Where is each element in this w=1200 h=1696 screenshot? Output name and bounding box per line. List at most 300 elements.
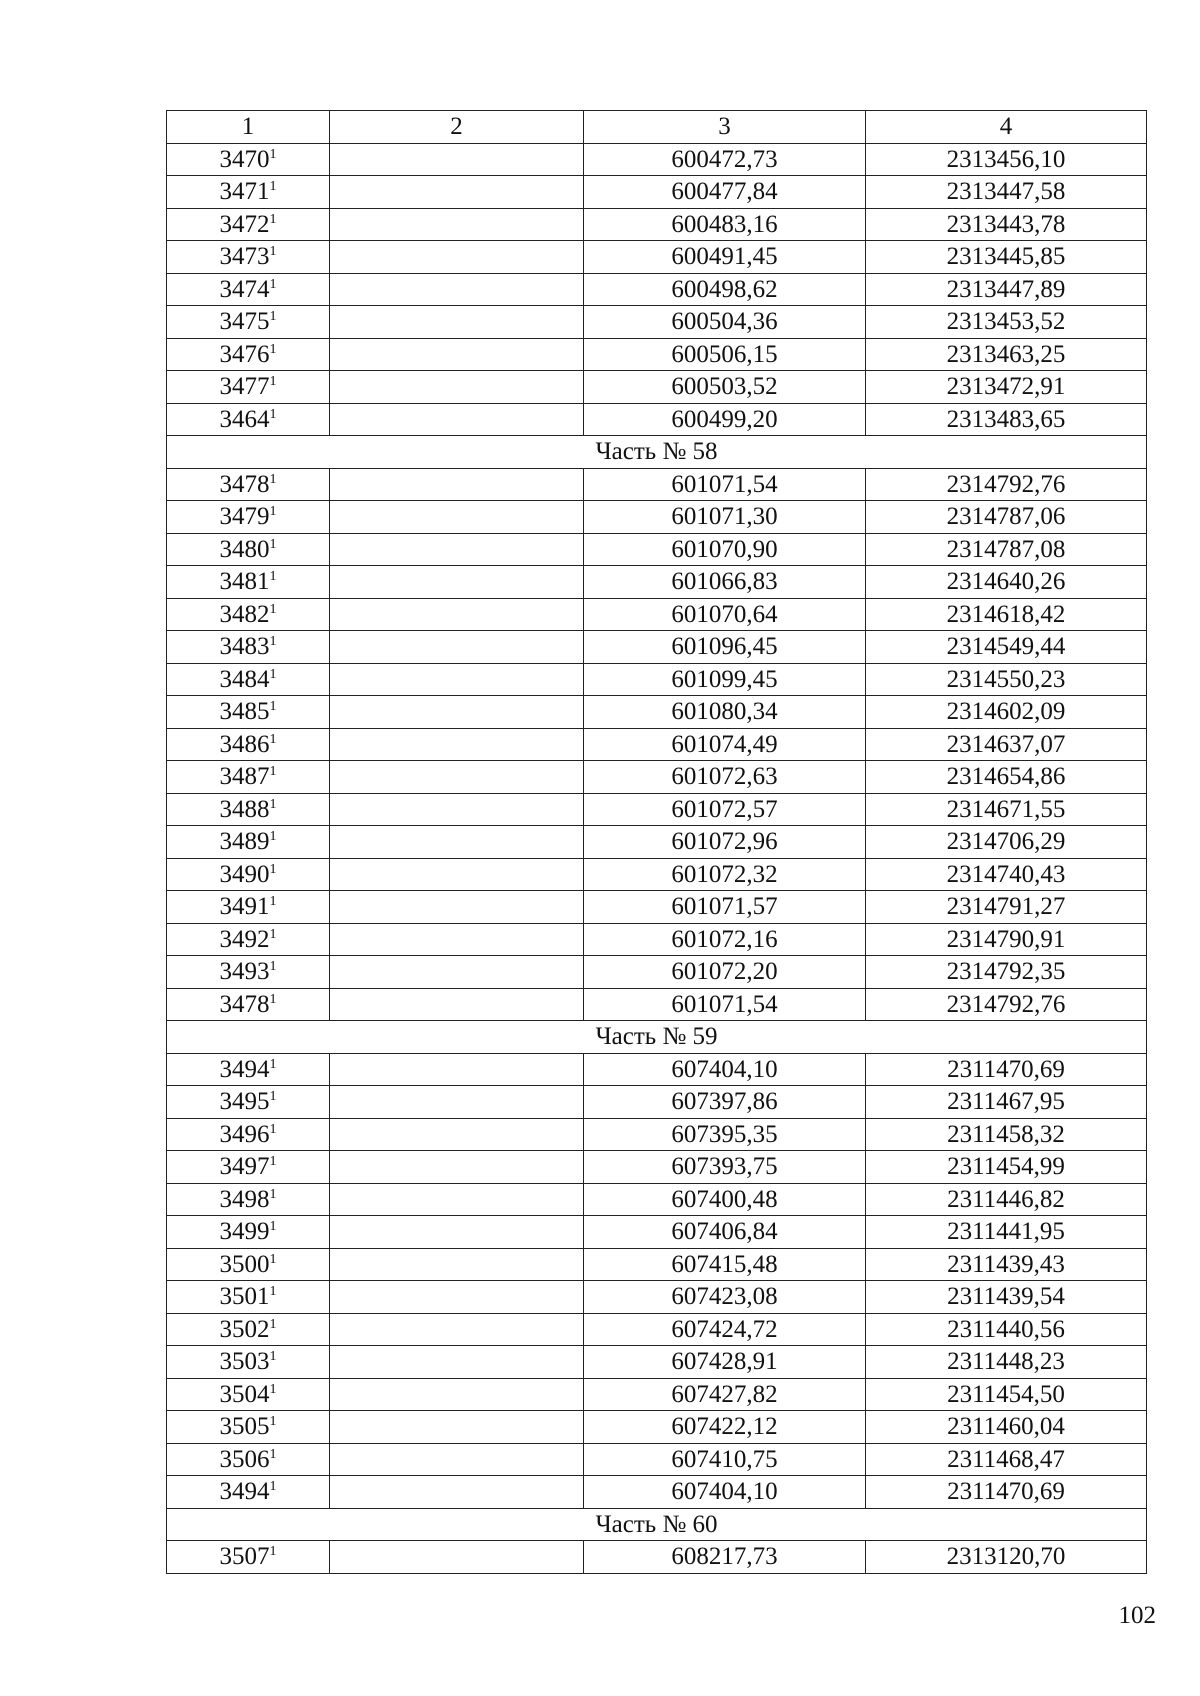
point-number: 3484 — [219, 665, 270, 693]
point-superscript: 1 — [269, 1316, 277, 1332]
y-coordinate-cell: 2313120,70 — [866, 1541, 1147, 1574]
x-coordinate-cell: 601072,63 — [584, 761, 866, 794]
point-superscript: 1 — [269, 699, 277, 715]
point-number: 3478 — [219, 990, 270, 1018]
table-row — [167, 1378, 1147, 1411]
x-coordinate-cell: 607393,75 — [584, 1151, 866, 1184]
point-number-cell — [167, 208, 330, 241]
table-row — [167, 1541, 1147, 1574]
header-cell-1: 1 — [167, 111, 330, 144]
y-coordinate-cell: 2314792,76 — [866, 468, 1147, 501]
y-coordinate-cell: 2311468,47 — [866, 1443, 1147, 1476]
table-row — [167, 1476, 1147, 1509]
point-number-cell — [167, 1151, 330, 1184]
point-superscript: 1 — [269, 1121, 277, 1137]
x-coordinate-cell: 601072,32 — [584, 858, 866, 891]
point-superscript: 1 — [269, 244, 277, 260]
point-number-cell — [167, 631, 330, 664]
empty-cell — [330, 208, 584, 241]
table-row — [167, 1248, 1147, 1281]
y-coordinate-cell: 2314787,08 — [866, 533, 1147, 566]
table-row — [167, 598, 1147, 631]
x-coordinate-cell: 600506,15 — [584, 338, 866, 371]
y-coordinate-cell: 2314550,23 — [866, 663, 1147, 696]
x-coordinate-cell: 607424,72 — [584, 1313, 866, 1346]
point-number: 3475 — [219, 308, 270, 336]
y-coordinate-cell: 2314706,29 — [866, 826, 1147, 859]
empty-cell — [330, 1378, 584, 1411]
empty-cell — [330, 501, 584, 534]
point-number-cell — [167, 1248, 330, 1281]
x-coordinate-cell: 601071,57 — [584, 891, 866, 924]
point-superscript: 1 — [269, 1056, 277, 1072]
point-number-cell — [167, 306, 330, 339]
table-header-row — [167, 111, 1147, 144]
point-number-cell — [167, 403, 330, 436]
point-number: 3500 — [219, 1250, 270, 1278]
table-row — [167, 826, 1147, 859]
point-number: 3473 — [219, 243, 270, 271]
point-superscript: 1 — [269, 309, 277, 325]
y-coordinate-cell: 2311470,69 — [866, 1476, 1147, 1509]
point-number-cell — [167, 501, 330, 534]
point-number-cell — [167, 1183, 330, 1216]
y-coordinate-cell: 2311454,99 — [866, 1151, 1147, 1184]
y-coordinate-cell: 2314791,27 — [866, 891, 1147, 924]
y-coordinate-cell: 2311446,82 — [866, 1183, 1147, 1216]
empty-cell — [330, 1053, 584, 1086]
empty-cell — [330, 338, 584, 371]
empty-cell — [330, 1313, 584, 1346]
empty-cell — [330, 696, 584, 729]
empty-cell — [330, 306, 584, 339]
point-number-cell — [167, 273, 330, 306]
point-superscript: 1 — [269, 894, 277, 910]
point-number: 3504 — [219, 1380, 270, 1408]
point-number-cell — [167, 728, 330, 761]
point-number-cell — [167, 1443, 330, 1476]
point-number: 3494 — [219, 1055, 270, 1083]
table-row — [167, 631, 1147, 664]
point-number: 3481 — [219, 568, 270, 596]
empty-cell — [330, 891, 584, 924]
point-number: 3496 — [219, 1120, 270, 1148]
table-row — [167, 1313, 1147, 1346]
point-number-cell — [167, 663, 330, 696]
table-row — [167, 696, 1147, 729]
table-row — [167, 858, 1147, 891]
point-number-cell — [167, 598, 330, 631]
empty-cell — [330, 1183, 584, 1216]
point-number-cell — [167, 371, 330, 404]
y-coordinate-cell: 2313453,52 — [866, 306, 1147, 339]
point-superscript: 1 — [269, 1544, 277, 1560]
y-coordinate-cell: 2311460,04 — [866, 1411, 1147, 1444]
coordinates-table — [166, 110, 1147, 1574]
point-superscript: 1 — [269, 1251, 277, 1267]
y-coordinate-cell: 2314618,42 — [866, 598, 1147, 631]
table-row — [167, 1443, 1147, 1476]
point-superscript: 1 — [269, 374, 277, 390]
empty-cell — [330, 533, 584, 566]
empty-cell — [330, 793, 584, 826]
point-number-cell — [167, 696, 330, 729]
point-number: 3470 — [219, 145, 270, 173]
table-row — [167, 566, 1147, 599]
x-coordinate-cell: 601099,45 — [584, 663, 866, 696]
x-coordinate-cell: 601070,90 — [584, 533, 866, 566]
y-coordinate-cell: 2313447,89 — [866, 273, 1147, 306]
y-coordinate-cell: 2311448,23 — [866, 1346, 1147, 1379]
y-coordinate-cell: 2313456,10 — [866, 143, 1147, 176]
empty-cell — [330, 1443, 584, 1476]
point-superscript: 1 — [269, 536, 277, 552]
empty-cell — [330, 468, 584, 501]
point-number-cell — [167, 1053, 330, 1086]
point-number-cell — [167, 1118, 330, 1151]
point-number-cell — [167, 566, 330, 599]
x-coordinate-cell: 607428,91 — [584, 1346, 866, 1379]
point-number: 3503 — [219, 1348, 270, 1376]
x-coordinate-cell: 600499,20 — [584, 403, 866, 436]
point-superscript: 1 — [269, 764, 277, 780]
x-coordinate-cell: 601070,64 — [584, 598, 866, 631]
point-superscript: 1 — [269, 861, 277, 877]
empty-cell — [330, 956, 584, 989]
table-row — [167, 923, 1147, 956]
point-superscript: 1 — [269, 634, 277, 650]
point-number: 3487 — [219, 763, 270, 791]
table-body — [167, 143, 1147, 1573]
y-coordinate-cell: 2314740,43 — [866, 858, 1147, 891]
x-coordinate-cell: 600483,16 — [584, 208, 866, 241]
table-row — [167, 306, 1147, 339]
point-superscript: 1 — [269, 796, 277, 812]
y-coordinate-cell: 2314602,09 — [866, 696, 1147, 729]
point-number: 3493 — [219, 958, 270, 986]
empty-cell — [330, 663, 584, 696]
point-number: 3499 — [219, 1218, 270, 1246]
point-superscript: 1 — [269, 1414, 277, 1430]
section-row — [167, 1508, 1147, 1541]
x-coordinate-cell: 607395,35 — [584, 1118, 866, 1151]
point-superscript: 1 — [269, 601, 277, 617]
point-number-cell — [167, 858, 330, 891]
point-superscript: 1 — [269, 211, 277, 227]
table-row — [167, 338, 1147, 371]
header-cell-2: 2 — [330, 111, 584, 144]
point-number: 3479 — [219, 503, 270, 531]
point-number-cell — [167, 923, 330, 956]
point-superscript: 1 — [269, 471, 277, 487]
point-superscript: 1 — [269, 731, 277, 747]
point-number-cell — [167, 176, 330, 209]
y-coordinate-cell: 2311470,69 — [866, 1053, 1147, 1086]
empty-cell — [330, 1476, 584, 1509]
point-superscript: 1 — [269, 1349, 277, 1365]
x-coordinate-cell: 600498,62 — [584, 273, 866, 306]
x-coordinate-cell: 600491,45 — [584, 241, 866, 274]
x-coordinate-cell: 601096,45 — [584, 631, 866, 664]
point-number-cell — [167, 956, 330, 989]
empty-cell — [330, 1216, 584, 1249]
empty-cell — [330, 1151, 584, 1184]
point-superscript: 1 — [269, 666, 277, 682]
section-title: Часть № 58 — [167, 436, 1147, 469]
empty-cell — [330, 241, 584, 274]
empty-cell — [330, 403, 584, 436]
table-row — [167, 241, 1147, 274]
table-row — [167, 761, 1147, 794]
point-number: 3474 — [219, 275, 270, 303]
x-coordinate-cell: 607415,48 — [584, 1248, 866, 1281]
empty-cell — [330, 143, 584, 176]
point-superscript: 1 — [269, 406, 277, 422]
empty-cell — [330, 1086, 584, 1119]
point-number: 3489 — [219, 828, 270, 856]
empty-cell — [330, 728, 584, 761]
point-number: 3480 — [219, 535, 270, 563]
point-number: 3502 — [219, 1315, 270, 1343]
empty-cell — [330, 1541, 584, 1574]
point-number: 3495 — [219, 1088, 270, 1116]
y-coordinate-cell: 2313463,25 — [866, 338, 1147, 371]
header-cell-4: 4 — [866, 111, 1147, 144]
point-number: 3492 — [219, 925, 270, 953]
table-row — [167, 891, 1147, 924]
x-coordinate-cell: 600503,52 — [584, 371, 866, 404]
point-number-cell — [167, 1216, 330, 1249]
table-row — [167, 1151, 1147, 1184]
point-superscript: 1 — [269, 829, 277, 845]
table-row — [167, 988, 1147, 1021]
point-number-cell — [167, 1541, 330, 1574]
point-number: 3471 — [219, 178, 270, 206]
x-coordinate-cell: 607397,86 — [584, 1086, 866, 1119]
point-superscript: 1 — [269, 504, 277, 520]
point-number: 3506 — [219, 1445, 270, 1473]
x-coordinate-cell: 608217,73 — [584, 1541, 866, 1574]
y-coordinate-cell: 2313447,58 — [866, 176, 1147, 209]
point-number-cell — [167, 1378, 330, 1411]
point-number-cell — [167, 1476, 330, 1509]
point-number: 3464 — [219, 405, 270, 433]
y-coordinate-cell: 2311458,32 — [866, 1118, 1147, 1151]
x-coordinate-cell: 601080,34 — [584, 696, 866, 729]
empty-cell — [330, 1346, 584, 1379]
x-coordinate-cell: 607427,82 — [584, 1378, 866, 1411]
table-row — [167, 663, 1147, 696]
point-number-cell — [167, 468, 330, 501]
point-superscript: 1 — [269, 1089, 277, 1105]
y-coordinate-cell: 2313443,78 — [866, 208, 1147, 241]
point-number-cell — [167, 988, 330, 1021]
x-coordinate-cell: 601072,96 — [584, 826, 866, 859]
point-number-cell — [167, 533, 330, 566]
table-row — [167, 728, 1147, 761]
y-coordinate-cell: 2314654,86 — [866, 761, 1147, 794]
x-coordinate-cell: 601066,83 — [584, 566, 866, 599]
section-title: Часть № 60 — [167, 1508, 1147, 1541]
point-number-cell — [167, 1281, 330, 1314]
empty-cell — [330, 371, 584, 404]
point-superscript: 1 — [269, 959, 277, 975]
empty-cell — [330, 1118, 584, 1151]
point-superscript: 1 — [269, 146, 277, 162]
x-coordinate-cell: 607404,10 — [584, 1053, 866, 1086]
point-number-cell — [167, 1086, 330, 1119]
empty-cell — [330, 176, 584, 209]
point-superscript: 1 — [269, 569, 277, 585]
y-coordinate-cell: 2313445,85 — [866, 241, 1147, 274]
page-number: 102 — [1118, 1602, 1156, 1629]
y-coordinate-cell: 2314792,35 — [866, 956, 1147, 989]
point-superscript: 1 — [269, 1154, 277, 1170]
point-superscript: 1 — [269, 991, 277, 1007]
point-number: 3482 — [219, 600, 270, 628]
x-coordinate-cell: 607404,10 — [584, 1476, 866, 1509]
point-number: 3478 — [219, 470, 270, 498]
table-row — [167, 371, 1147, 404]
point-number: 3507 — [219, 1543, 270, 1571]
empty-cell — [330, 566, 584, 599]
table-row — [167, 1118, 1147, 1151]
point-number: 3483 — [219, 633, 270, 661]
point-superscript: 1 — [269, 179, 277, 195]
point-number-cell — [167, 1411, 330, 1444]
point-number-cell — [167, 338, 330, 371]
point-number: 3494 — [219, 1478, 270, 1506]
point-number: 3485 — [219, 698, 270, 726]
point-number-cell — [167, 891, 330, 924]
table-row — [167, 143, 1147, 176]
y-coordinate-cell: 2314640,26 — [866, 566, 1147, 599]
y-coordinate-cell: 2313472,91 — [866, 371, 1147, 404]
x-coordinate-cell: 607422,12 — [584, 1411, 866, 1444]
table-row — [167, 1411, 1147, 1444]
table-row — [167, 273, 1147, 306]
y-coordinate-cell: 2311441,95 — [866, 1216, 1147, 1249]
point-number: 3505 — [219, 1413, 270, 1441]
y-coordinate-cell: 2314637,07 — [866, 728, 1147, 761]
empty-cell — [330, 988, 584, 1021]
point-number: 3497 — [219, 1153, 270, 1181]
empty-cell — [330, 1248, 584, 1281]
y-coordinate-cell: 2311467,95 — [866, 1086, 1147, 1119]
table-row — [167, 956, 1147, 989]
y-coordinate-cell: 2311440,56 — [866, 1313, 1147, 1346]
point-superscript: 1 — [269, 1479, 277, 1495]
section-row — [167, 436, 1147, 469]
point-number-cell — [167, 1313, 330, 1346]
x-coordinate-cell: 600472,73 — [584, 143, 866, 176]
point-number: 3472 — [219, 210, 270, 238]
table-row — [167, 403, 1147, 436]
point-superscript: 1 — [269, 276, 277, 292]
y-coordinate-cell: 2311439,54 — [866, 1281, 1147, 1314]
y-coordinate-cell: 2314787,06 — [866, 501, 1147, 534]
y-coordinate-cell: 2311439,43 — [866, 1248, 1147, 1281]
y-coordinate-cell: 2314671,55 — [866, 793, 1147, 826]
empty-cell — [330, 761, 584, 794]
y-coordinate-cell: 2314790,91 — [866, 923, 1147, 956]
point-number: 3486 — [219, 730, 270, 758]
x-coordinate-cell: 607400,48 — [584, 1183, 866, 1216]
x-coordinate-cell: 601074,49 — [584, 728, 866, 761]
x-coordinate-cell: 607423,08 — [584, 1281, 866, 1314]
empty-cell — [330, 598, 584, 631]
table-row — [167, 176, 1147, 209]
table-row — [167, 501, 1147, 534]
empty-cell — [330, 858, 584, 891]
x-coordinate-cell: 607406,84 — [584, 1216, 866, 1249]
point-number-cell — [167, 826, 330, 859]
section-row — [167, 1021, 1147, 1054]
point-superscript: 1 — [269, 1284, 277, 1300]
point-number: 3490 — [219, 860, 270, 888]
table-row — [167, 533, 1147, 566]
x-coordinate-cell: 601071,54 — [584, 468, 866, 501]
table-row — [167, 208, 1147, 241]
table-row — [167, 1346, 1147, 1379]
x-coordinate-cell: 600504,36 — [584, 306, 866, 339]
point-superscript: 1 — [269, 1446, 277, 1462]
empty-cell — [330, 1281, 584, 1314]
empty-cell — [330, 826, 584, 859]
empty-cell — [330, 1411, 584, 1444]
point-superscript: 1 — [269, 1219, 277, 1235]
point-number-cell — [167, 143, 330, 176]
point-number-cell — [167, 241, 330, 274]
point-number: 3498 — [219, 1185, 270, 1213]
point-number: 3488 — [219, 795, 270, 823]
x-coordinate-cell: 601071,30 — [584, 501, 866, 534]
point-superscript: 1 — [269, 1186, 277, 1202]
table-row — [167, 1183, 1147, 1216]
y-coordinate-cell: 2311454,50 — [866, 1378, 1147, 1411]
point-superscript: 1 — [269, 1381, 277, 1397]
y-coordinate-cell: 2313483,65 — [866, 403, 1147, 436]
point-number: 3476 — [219, 340, 270, 368]
point-number-cell — [167, 1346, 330, 1379]
point-number: 3501 — [219, 1283, 270, 1311]
table-row — [167, 1216, 1147, 1249]
empty-cell — [330, 273, 584, 306]
empty-cell — [330, 923, 584, 956]
point-number-cell — [167, 793, 330, 826]
x-coordinate-cell: 601072,20 — [584, 956, 866, 989]
x-coordinate-cell: 601071,54 — [584, 988, 866, 1021]
x-coordinate-cell: 601072,16 — [584, 923, 866, 956]
table-row — [167, 1053, 1147, 1086]
point-superscript: 1 — [269, 341, 277, 357]
x-coordinate-cell: 607410,75 — [584, 1443, 866, 1476]
point-superscript: 1 — [269, 926, 277, 942]
table-row — [167, 793, 1147, 826]
y-coordinate-cell: 2314549,44 — [866, 631, 1147, 664]
x-coordinate-cell: 601072,57 — [584, 793, 866, 826]
table-row — [167, 1281, 1147, 1314]
table-row — [167, 1086, 1147, 1119]
x-coordinate-cell: 600477,84 — [584, 176, 866, 209]
header-cell-3: 3 — [584, 111, 866, 144]
section-title: Часть № 59 — [167, 1021, 1147, 1054]
y-coordinate-cell: 2314792,76 — [866, 988, 1147, 1021]
point-number-cell — [167, 761, 330, 794]
empty-cell — [330, 631, 584, 664]
point-number: 3491 — [219, 893, 270, 921]
table-row — [167, 468, 1147, 501]
